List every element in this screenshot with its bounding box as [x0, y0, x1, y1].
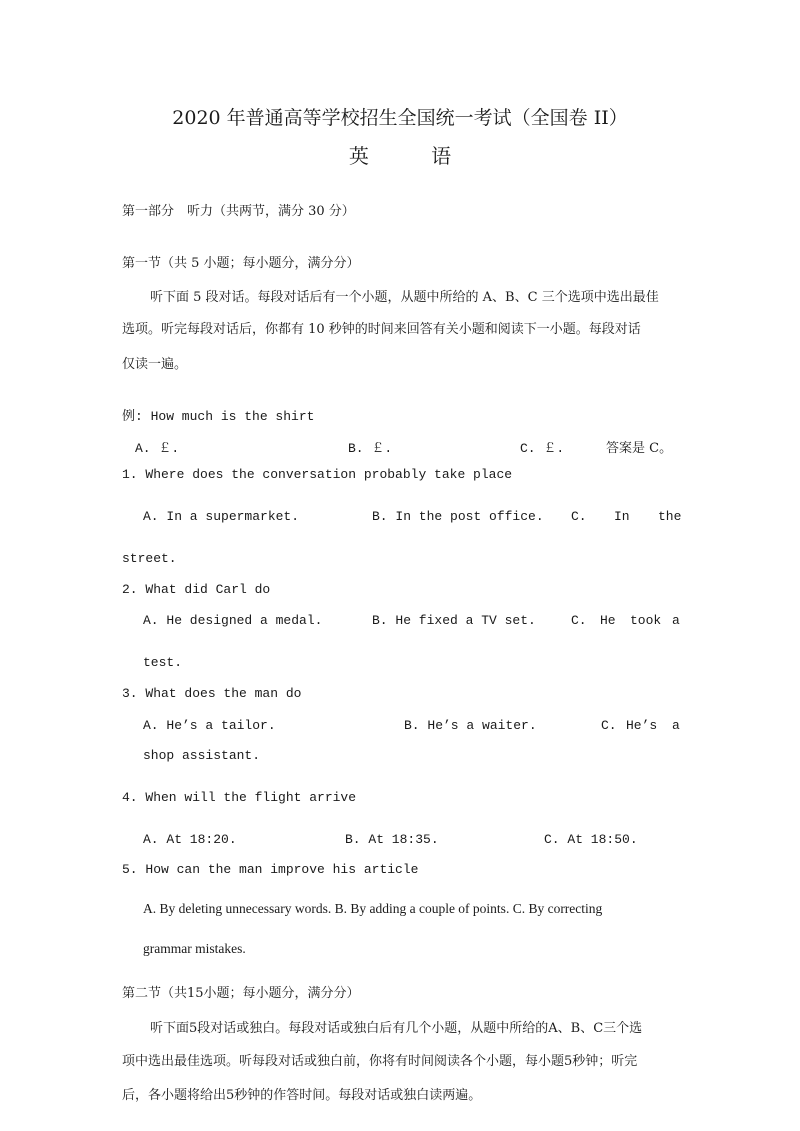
q3-option-b: B. He’s a waiter. [404, 718, 537, 733]
exam-title: 2020 年普通高等学校招生全国统一考试（全国卷 II） [172, 107, 628, 129]
q1-option-c-word2: the [658, 509, 682, 524]
q1-option-c-word1: In [614, 509, 630, 524]
q5-options-continued: grammar mistakes. [143, 941, 246, 956]
q1-option-b: B. In the post office. [372, 509, 544, 524]
q4-option-c: C. At 18:50. [544, 832, 638, 847]
example-option-b: B. ￡. [348, 441, 393, 456]
q3-option-c-word1: He’s [626, 718, 658, 733]
section1-instructions-line3: 仅读一遍。 [122, 357, 188, 372]
section2-heading: 第二节（共15小题；每小题分，满分分） [122, 986, 360, 1001]
q1-option-c-label: C. [571, 509, 587, 524]
q2-option-c-word1: He [600, 613, 616, 628]
q4-option-a: A. At 18:20. [143, 832, 237, 847]
q5-options: A. By deleting unnecessary words. B. By adding a couple of points. C. By correcting [143, 901, 603, 916]
example-question: 例: How much is the shirt [122, 409, 315, 424]
section1-instructions-line1: 听下面 5 段对话。每段对话后有一个小题，从题中所给的 A、B、C 三个选项中选出最佳 [150, 290, 659, 305]
q3-option-c-continued: shop assistant. [143, 748, 261, 763]
section2-instructions-line2: 项中选出最佳选项。听每段对话或独白前，你将有时间阅读各个小题，每小题5秒钟；听完 [122, 1054, 638, 1069]
q5-question: 5. How can the man improve his article [122, 862, 419, 877]
section2-instructions-line1: 听下面5段对话或独白。每段对话或独白后有几个小题，从题中所给的A、B、C三个选 [150, 1021, 643, 1036]
example-option-a: A. ￡. [135, 441, 180, 456]
q2-option-c-continued: test. [143, 655, 183, 670]
q3-option-a: A. He’s a tailor. [143, 718, 276, 733]
q2-option-b: B. He fixed a TV set. [372, 613, 536, 628]
q3-option-c-word2: a [672, 718, 680, 733]
section1-instructions-line2: 选项。听完每段对话后，你都有 10 秒钟的时间来回答有关小题和阅读下一小题。每段对话 [122, 322, 641, 337]
part1-heading: 第一部分 听力（共两节，满分 30 分） [122, 204, 355, 219]
q1-question: 1. Where does the conversation probably take place [122, 467, 513, 482]
q3-question: 3. What does the man do [122, 686, 302, 701]
q2-option-a: A. He designed a medal. [143, 613, 323, 628]
q4-question: 4. When will the flight arrive [122, 790, 357, 805]
q3-option-c-label: C. [601, 718, 617, 733]
q2-option-c-label: C. [571, 613, 587, 628]
subject-title: 英 语 [348, 144, 480, 168]
q4-option-b: B. At 18:35. [345, 832, 439, 847]
q1-option-c-continued: street. [122, 551, 177, 566]
section2-instructions-line3: 后，各小题将给出5秒钟的作答时间。每段对话或独白读两遍。 [122, 1088, 482, 1103]
q1-option-a: A. In a supermarket. [143, 509, 300, 524]
q2-option-c-word2: took [630, 613, 662, 628]
section1-heading: 第一节（共 5 小题；每小题分，满分分） [122, 256, 360, 271]
q2-question: 2. What did Carl do [122, 582, 271, 597]
q2-option-c-word3: a [672, 613, 680, 628]
example-answer: 答案是 C。 [606, 441, 673, 456]
example-option-c: C. ￡. [520, 441, 565, 456]
